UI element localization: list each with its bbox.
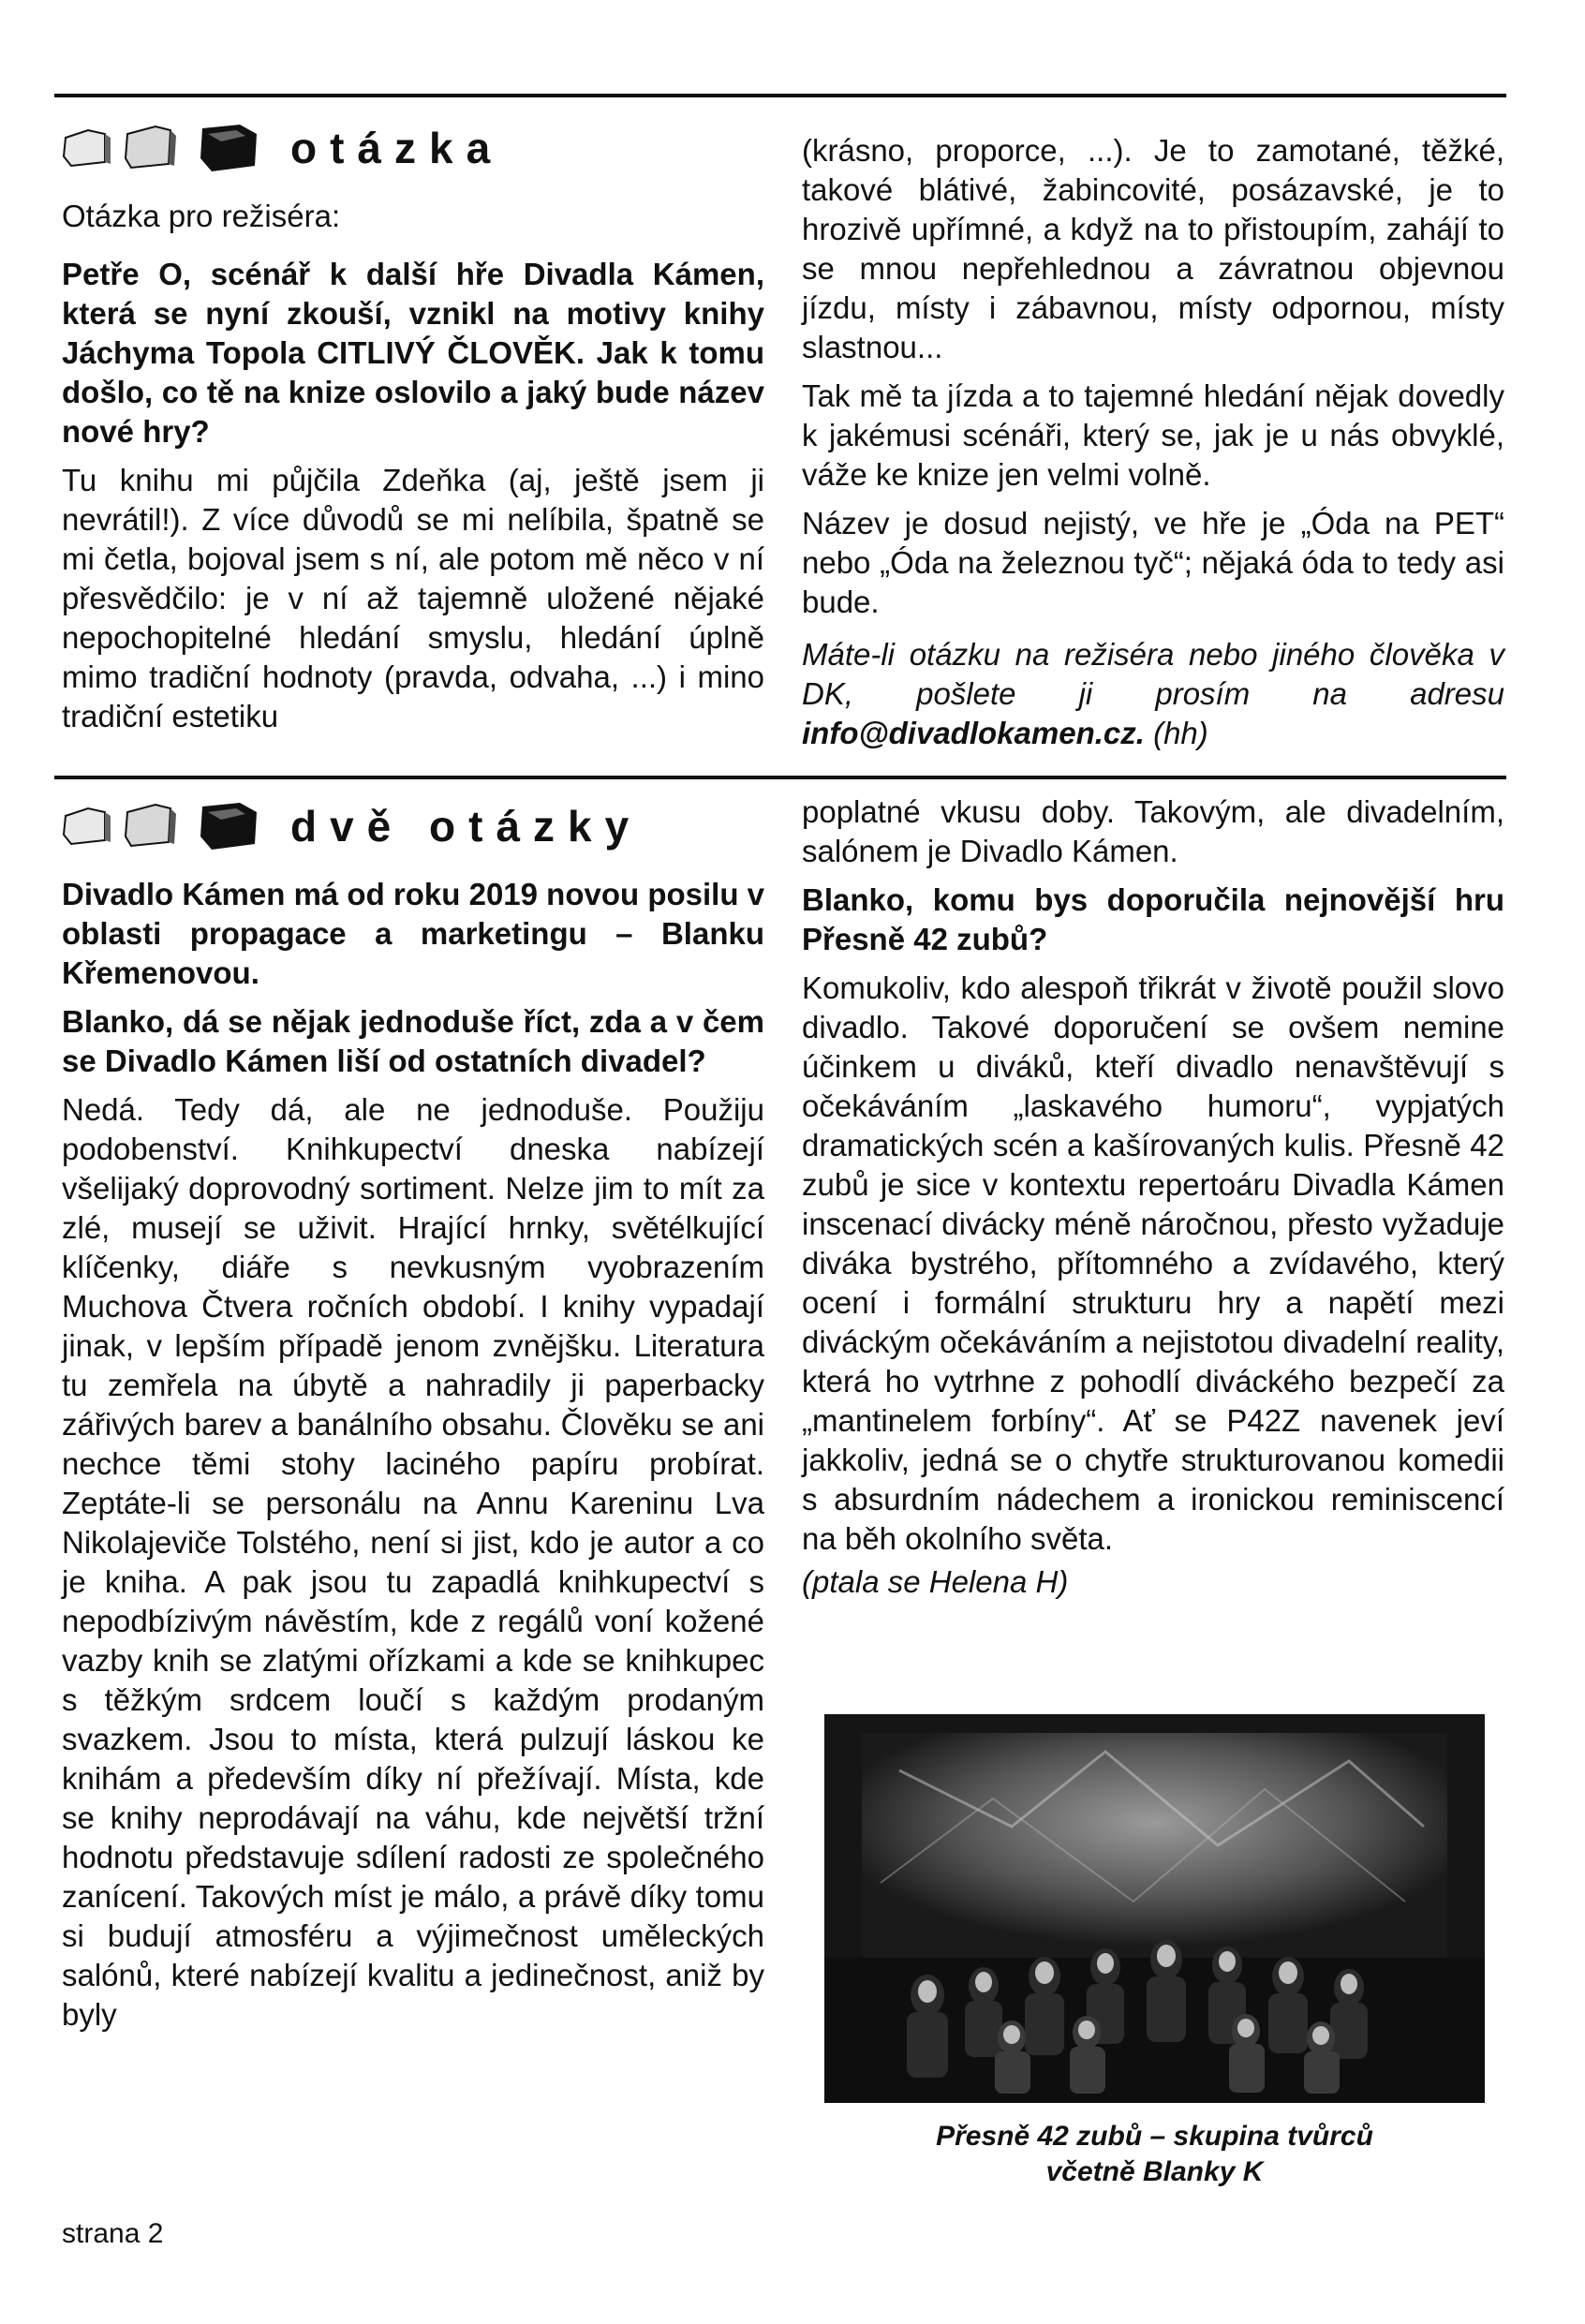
top-rule [54,94,1506,97]
author-signature: (hh) [1153,716,1208,750]
section2-heading-text: dvě otázky [290,802,643,851]
caption-line-1: Přesně 42 zubů – skupina tvůrců [936,2121,1373,2152]
photo-caption [824,2119,1485,2190]
caption-line-2: včetně Blanky K [1045,2156,1264,2187]
section2-left-column [62,798,764,2044]
section1-heading [62,120,764,176]
question-paragraph: Blanko, komu bys doporučila nejnovější hru Přesně 42 zubů? [802,882,1504,956]
closing-note [802,635,1504,753]
closing-text: Máte-li otázku na režiséra nebo jiného člověka v DK, pošlete ji prosím na adresu [802,637,1504,711]
group-photo-image [824,1714,1485,2103]
section2-heading [62,798,764,854]
paragraph: Název je dosud nejistý, ve hře je „Óda na PET“ nebo „Óda na železnou tyč“; nějaká óda to tedy asi bude. [802,506,1504,619]
section-divider [54,776,1506,779]
contact-email[interactable]: info@divadlokamen.cz. [802,716,1145,750]
section1-heading-text: otázka [290,124,504,172]
section2-right-column [802,792,1504,1611]
question-paragraph: Petře O, scénář k další hře Divadla Kámen, která se nyní zkouší, vznikl na motivy knihy Jáchyma Topola CITLIVÝ ČLOVĚK. Jak k tomu došlo, co tě na knize oslovilo a jaký bude název nové hry? [62,257,764,449]
paragraph: Otázka pro režiséra: [62,199,341,233]
group-photo [824,1714,1485,2103]
paragraph: Tu knihu mi půjčila Zdeňka (aj, ještě jsem ji nevrátil!). Z více důvodů se mi nelíbila, špatně se mi četla, bojoval jsem s ní, ale potom mě něco v ní přesvědčilo: je v ní až tajemně uložené nějaké nepochopitelné hledání smyslu, hledání úplně mimo tradiční hodnoty (pravda, odvaha, ...) i mino tradiční estetiku [62,463,764,733]
paragraph: poplatné vkusu doby. Takovým, ale divadelním, salónem je Divadlo Kámen. [802,794,1504,868]
section1-right-column [802,131,1504,762]
paragraph: (krásno, proporce, ...). Je to zamotané, těžké, takové blátivé, žabincovité, posázavské, je to hrozivě upřímné, a když na to přistoupím, zahájí to se mnou nepřehlednou a závratnou objevnou jízdu, místy i zábavnou, místy odpornou, místy slastnou... [802,133,1504,364]
section1-left-column [62,120,764,746]
interviewer-credit: (ptala se Helena H) [802,1564,1069,1599]
stone-blocks-icon [62,799,259,853]
intro-paragraph: Divadlo Kámen má od roku 2019 novou posilu v oblasti propagace a marketingu – Blanku Křemenovou. [62,877,765,990]
question-paragraph: Blanko, dá se nějak jednoduše říct, zda a v čem se Divadlo Kámen liší od ostatních divadel? [62,1004,764,1078]
page-number: strana 2 [62,2218,164,2249]
paragraph: Nedá. Tedy dá, ale ne jednoduše. Použiju podobenství. Knihkupectví dneska nabízejí všelijaký doprovodný sortiment. Nelze jim to mít za zlé, musejí se uživit. Hrající hrnky, světélkující klíčenky, diáře s nevkusným vyobrazením Muchova Čtvera ročních období. I knihy vypadají jinak, v lepším případě jenom zvnějšku. Literatura tu zemřela na úbytě a nahradily ji paperbacky zářivých barev a banálního obsahu. Člověku se ani nechce těmi stohy laciného papíru probírat. Zeptáte-li se personálu na Annu Kareninu Lva Nikolajeviče Tolstého, není si jist, kdo je autor a co je kniha. A pak jsou tu zapadlá knihkupectví s nepodbízivým návěstím, kde z regálů voní kožené vazby knih se zlatými ořízkami a kde se knihkupec s těžkým srdcem loučí s každým prodaným svazkem. Jsou to místa, která pulzují láskou ke knihám a především díky ní přežívají. Místa, kde se knihy neprodávají na váhu, kde největší tržní hodnotu představuje sdílení radosti ze společného zanícení. Takových míst je málo, a právě díky tomu si budují atmosféru a výjimečnost uměleckých salónů, které nabízejí kvalitu a jedinečnost, aniž by byly [62,1092,764,2032]
paragraph: Tak mě ta jízda a to tajemné hledání nějak dovedly k jakémusi scénáři, který se, jak je u nás obvyklé, váže ke knize jen velmi volně. [802,378,1504,492]
paragraph: Komukoliv, kdo alespoň třikrát v životě použil slovo divadlo. Takové doporučení se ovšem nemine účinkem u diváků, kteří divadlo nenavštěvují s očekáváním „laskavého humoru“, vypjatých dramatických scén a kašírovaných kulis. Přesně 42 zubů je sice v kontextu repertoáru Divadla Kámen inscenací divácky méně náročnou, přesto vyžaduje diváka bystrého, přítomného a zvídavého, který ocení i formální strukturu hry a napětí mezi diváckým očekáváním a nejistotou divadelní reality, která ho vytrhne z pohodlí diváckého bezpečí za „mantinelem forbíny“. Ať se P42Z navenek jeví jakkoliv, jedná se o chytře strukturovanou komedii s absurdním nádechem a ironickou reminiscencí na běh okolního světa. [802,970,1504,1556]
stone-blocks-icon [62,121,259,175]
